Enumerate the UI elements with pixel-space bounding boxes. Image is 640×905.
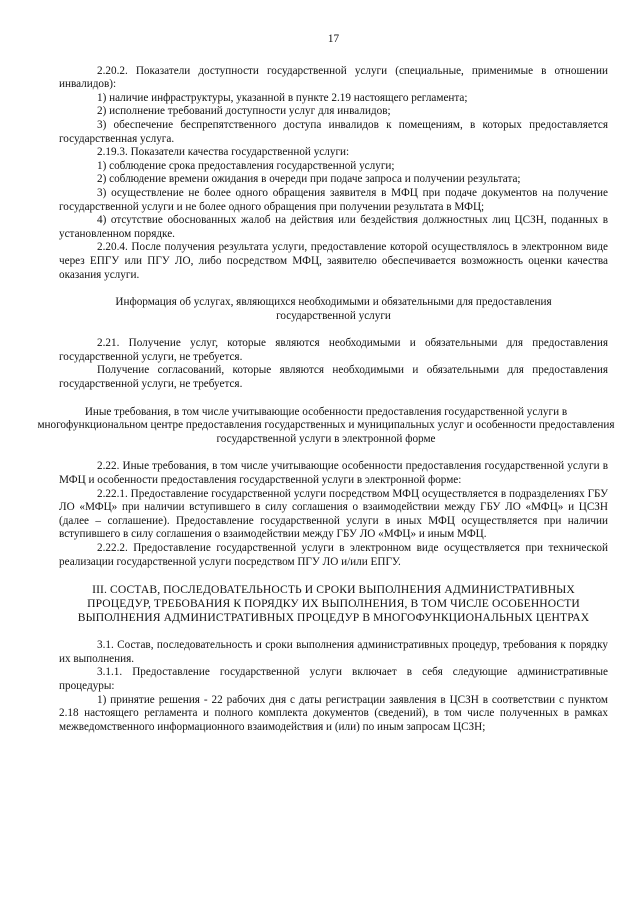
page-number: 17 [327,33,340,45]
list-item: 2) исполнение требований доступности услуг для инвалидов; [97,105,391,118]
list-item: 1) принятие решения - 22 рабочих дня с даты регистрации заявления в ЦСЗН в соответствии с пунктом 2.18 настоящего регламента и полного комплекта документов (сведений), в том числе полученных в рамках межведомственного информационного взаимодействия и (или) по иным запросам ЦСЗН; [59,693,608,733]
paragraph-3-1: 3.1. Состав, последовательность и сроки выполнения административных процедур, требования к порядку их выполнения. [59,639,608,665]
paragraph-2-20-2: 2.20.2. Показатели доступности государственной услуги (специальные, применимые в отношении инвалидов): [59,64,608,91]
list-item: 1) соблюдение срока предоставления государственной услуги; [97,159,395,172]
paragraph-2-22-2: 2.22.2. Предоставление государственной услуги в электронном виде осуществляется при технической реализации государственной услуги посредством ПГУ ЛО и/или ЕПГУ. [59,542,608,568]
paragraph-2-22: 2.22. Иные требования, в том числе учитывающие особенности предоставления государственной услуги в МФЦ и особенности предоставления государственной услуги в электронной форме: [59,460,608,487]
paragraph-2-19-3: 2.19.3. Показатели качества государственной услуги: [97,146,350,159]
paragraph-2-21-approvals: Получение согласований, которые являются необходимыми и обязательными для предоставления государственной услуги, не требуется. [59,364,608,391]
paragraph-2-20-4: 2.20.4. После получения результата услуги, предоставление которой осуществлялось в электронном виде через ЕПГУ или ПГУ ЛО, либо посредством МФЦ, заявителю обеспечивается возможность оценки качества оказания услуги. [59,241,608,281]
section-heading-other-requirements: Иные требования, в том числе учитывающие особенности предоставления государственной услуги в многофункциональном центре предоставления государственных и муниципальных услуг и особенности предоставления государственной услуги в электронной форме [37,405,615,445]
section-heading-iii: III. СОСТАВ, ПОСЛЕДОВАТЕЛЬНОСТЬ И СРОКИ ВЫПОЛНЕНИЯ АДМИНИСТРАТИВНЫХ ПРОЦЕДУР, ТРЕБОВАНИЯ К ПОРЯДКУ ИХ ВЫПОЛНЕНИЯ, В ТОМ ЧИСЛЕ ОСОБЕННОСТИ ВЫПОЛНЕНИЯ АДМИНИСТРАТИВНЫХ ПРОЦЕДУР В МНОГОФУНКЦИОНАЛЬНЫХ ЦЕНТРАХ [77,583,590,625]
list-item: 2) соблюдение времени ожидания в очереди при подаче запроса и получении результата; [97,173,521,186]
section-heading-info: Информация об услугах, являющихся необходимыми и обязательными для предоставления государственной услуги [115,296,552,322]
list-item: 1) наличие инфраструктуры, указанной в пункте 2.19 настоящего регламента; [97,91,468,104]
paragraph-2-21: 2.21. Получение услуг, которые являются необходимыми и обязательными для предоставления государственной услуги, не требуется. [59,337,608,363]
list-item: 3) обеспечение беспрепятственного доступа инвалидов к помещениям, в которых предоставляется государственная услуга. [59,118,608,145]
paragraph-2-22-1: 2.22.1. Предоставление государственной услуги посредством МФЦ осуществляется в подразделениях ГБУ ЛО «МФЦ» при наличии вступившего в силу соглашения о взаимодействии между ГБУ ЛО «МФЦ» и ЦСЗН (далее – соглашение). Предоставление государственной услуги в иных МФЦ осуществляется при наличии вступившего в силу соглашения о взаимодействии между ГБУ ЛО «МФЦ» и иным МФЦ. [59,487,608,541]
list-item: 3) осуществление не более одного обращения заявителя в МФЦ при подаче документов на получение государственной услуги и не более одного обращения при получении результата в МФЦ; [59,186,608,213]
list-item: 4) отсутствие обоснованных жалоб на действия или бездействия должностных лиц ЦСЗН, поданных в установленном порядке. [59,214,608,240]
paragraph-3-1-1: 3.1.1. Предоставление государственной услуги включает в себя следующие административные процедуры: [59,666,608,692]
